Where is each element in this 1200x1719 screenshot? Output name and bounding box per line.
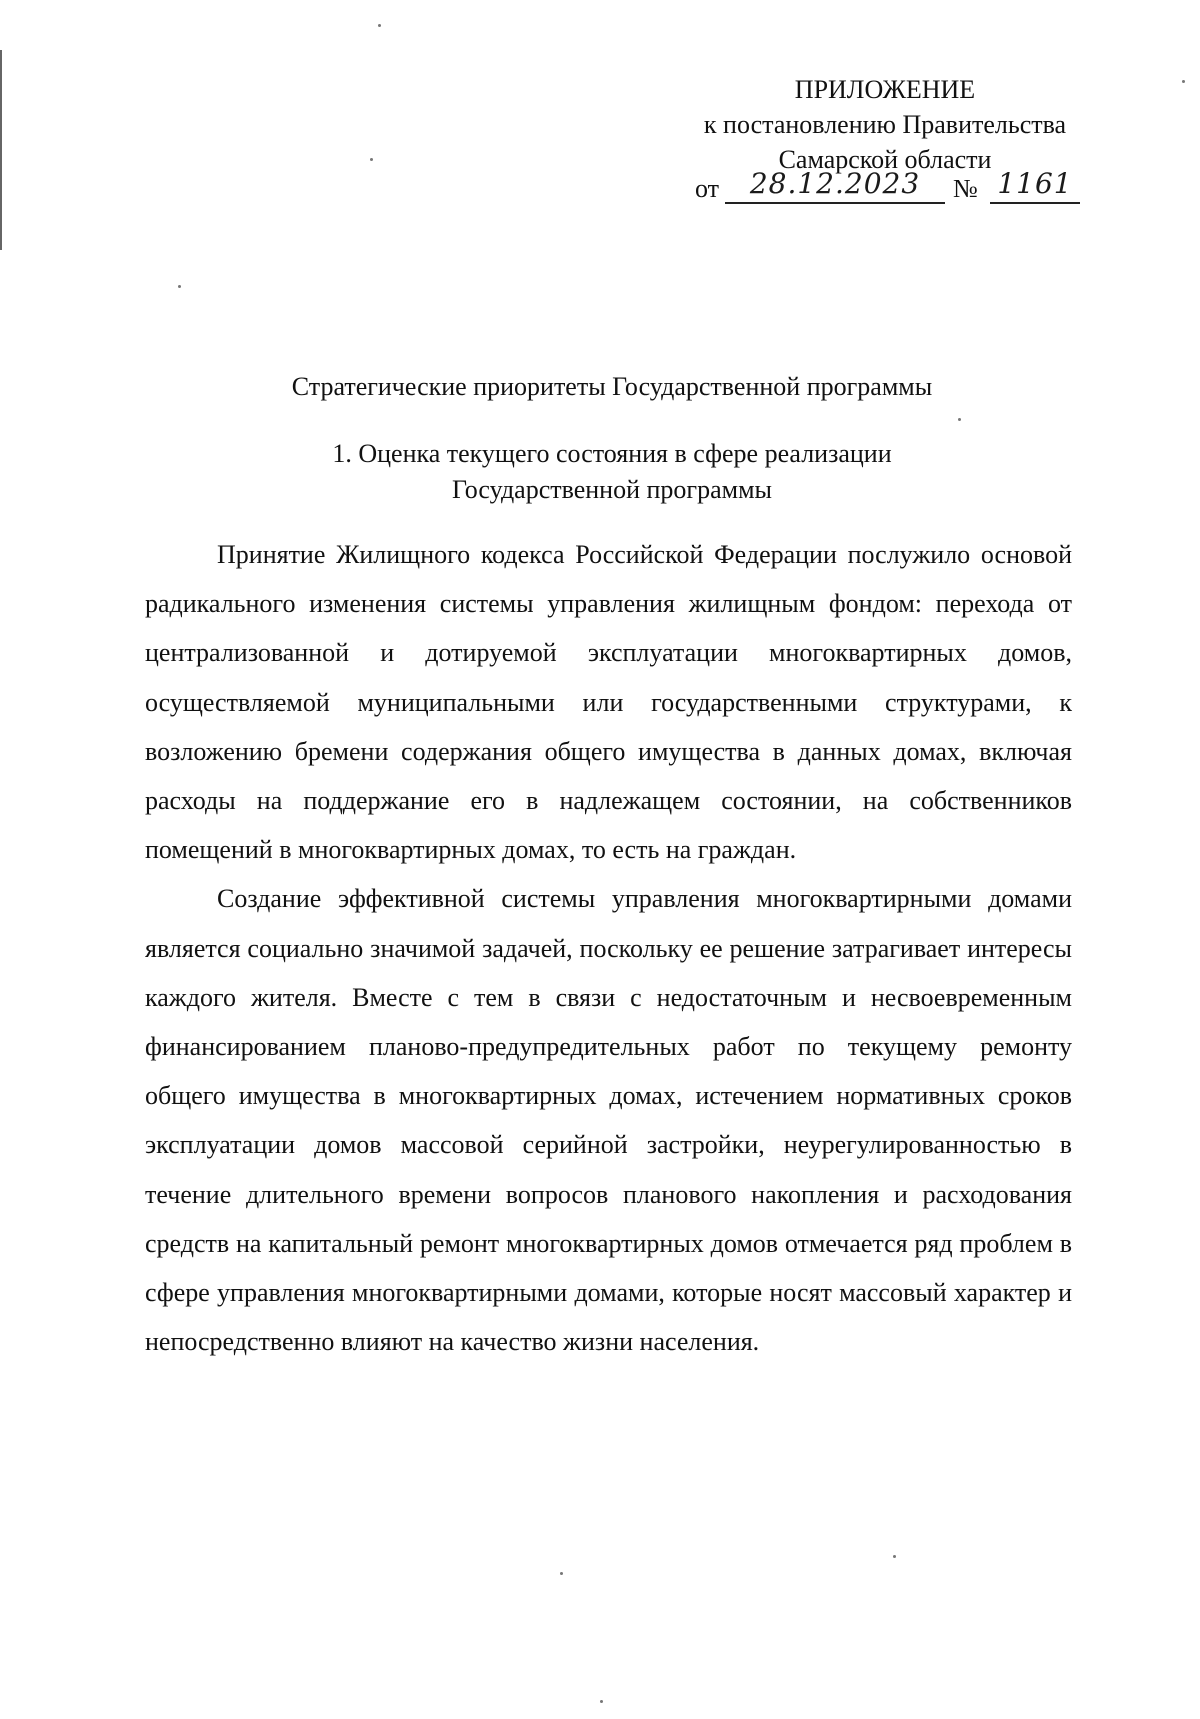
handwritten-date: 28.12.2023 <box>725 166 945 204</box>
section-heading-line2: Государственной программы <box>451 475 773 504</box>
document-title: Стратегические приоритеты Государственной программы <box>291 372 933 401</box>
date-prefix: от <box>695 174 720 203</box>
scan-edge-line <box>0 50 2 250</box>
scan-speck <box>893 1555 896 1558</box>
number-prefix: № <box>953 174 978 203</box>
scan-speck <box>560 1572 563 1575</box>
scan-speck <box>958 418 961 421</box>
section-heading-line1: 1. Оценка текущего состояния в сфере реализации <box>332 439 892 468</box>
section-heading <box>150 436 1074 508</box>
body-text <box>145 530 1072 1366</box>
scan-speck <box>600 1700 603 1703</box>
scan-speck <box>178 285 181 288</box>
annex-block <box>680 72 1090 177</box>
paragraph-2: Создание эффективной системы управления многоквартирными домами является социально значимой задачей, поскольку ее решение затрагивает интересы каждого жителя. Вместе с тем в связи с недостаточным и несвоевременным финансированием планово-предупредительных работ по текущему ремонту общего имущества в многоквартирных домах, истечением нормативных сроков эксплуатации домов массовой серийной застройки, неурегулированностью в течение длительного времени вопросов планового накопления и расходования средств на капитальный ремонт многоквартирных домов отмечается ряд проблем в сфере управления многоквартирными домами, которые носят массовый характер и непосредственно влияют на качество жизни населения. <box>145 884 1072 1357</box>
scan-speck <box>1182 80 1185 83</box>
annex-region-line: Самарской области <box>778 145 992 174</box>
handwritten-number: 1161 <box>990 166 1080 204</box>
annex-heading: ПРИЛОЖЕНИЕ <box>794 75 976 104</box>
annex-date-number-row <box>695 167 1095 208</box>
scan-speck <box>378 24 381 27</box>
paragraph-1: Принятие Жилищного кодекса Российской Федерации послужило основой радикального изменения системы управления жилищным фондом: перехода от централизованной и дотируемой эксплуатации многоквартирных домов, осуществляемой муниципальными или государственными структурами, к возложению бремени содержания общего имущества в данных домах, включая расходы на поддержание его в надлежащем состоянии, на собственников помещений в многоквартирных домах, то есть на граждан. <box>145 540 1072 865</box>
scan-speck <box>370 158 373 161</box>
annex-resolution-line: к постановлению Правительства <box>703 110 1067 139</box>
